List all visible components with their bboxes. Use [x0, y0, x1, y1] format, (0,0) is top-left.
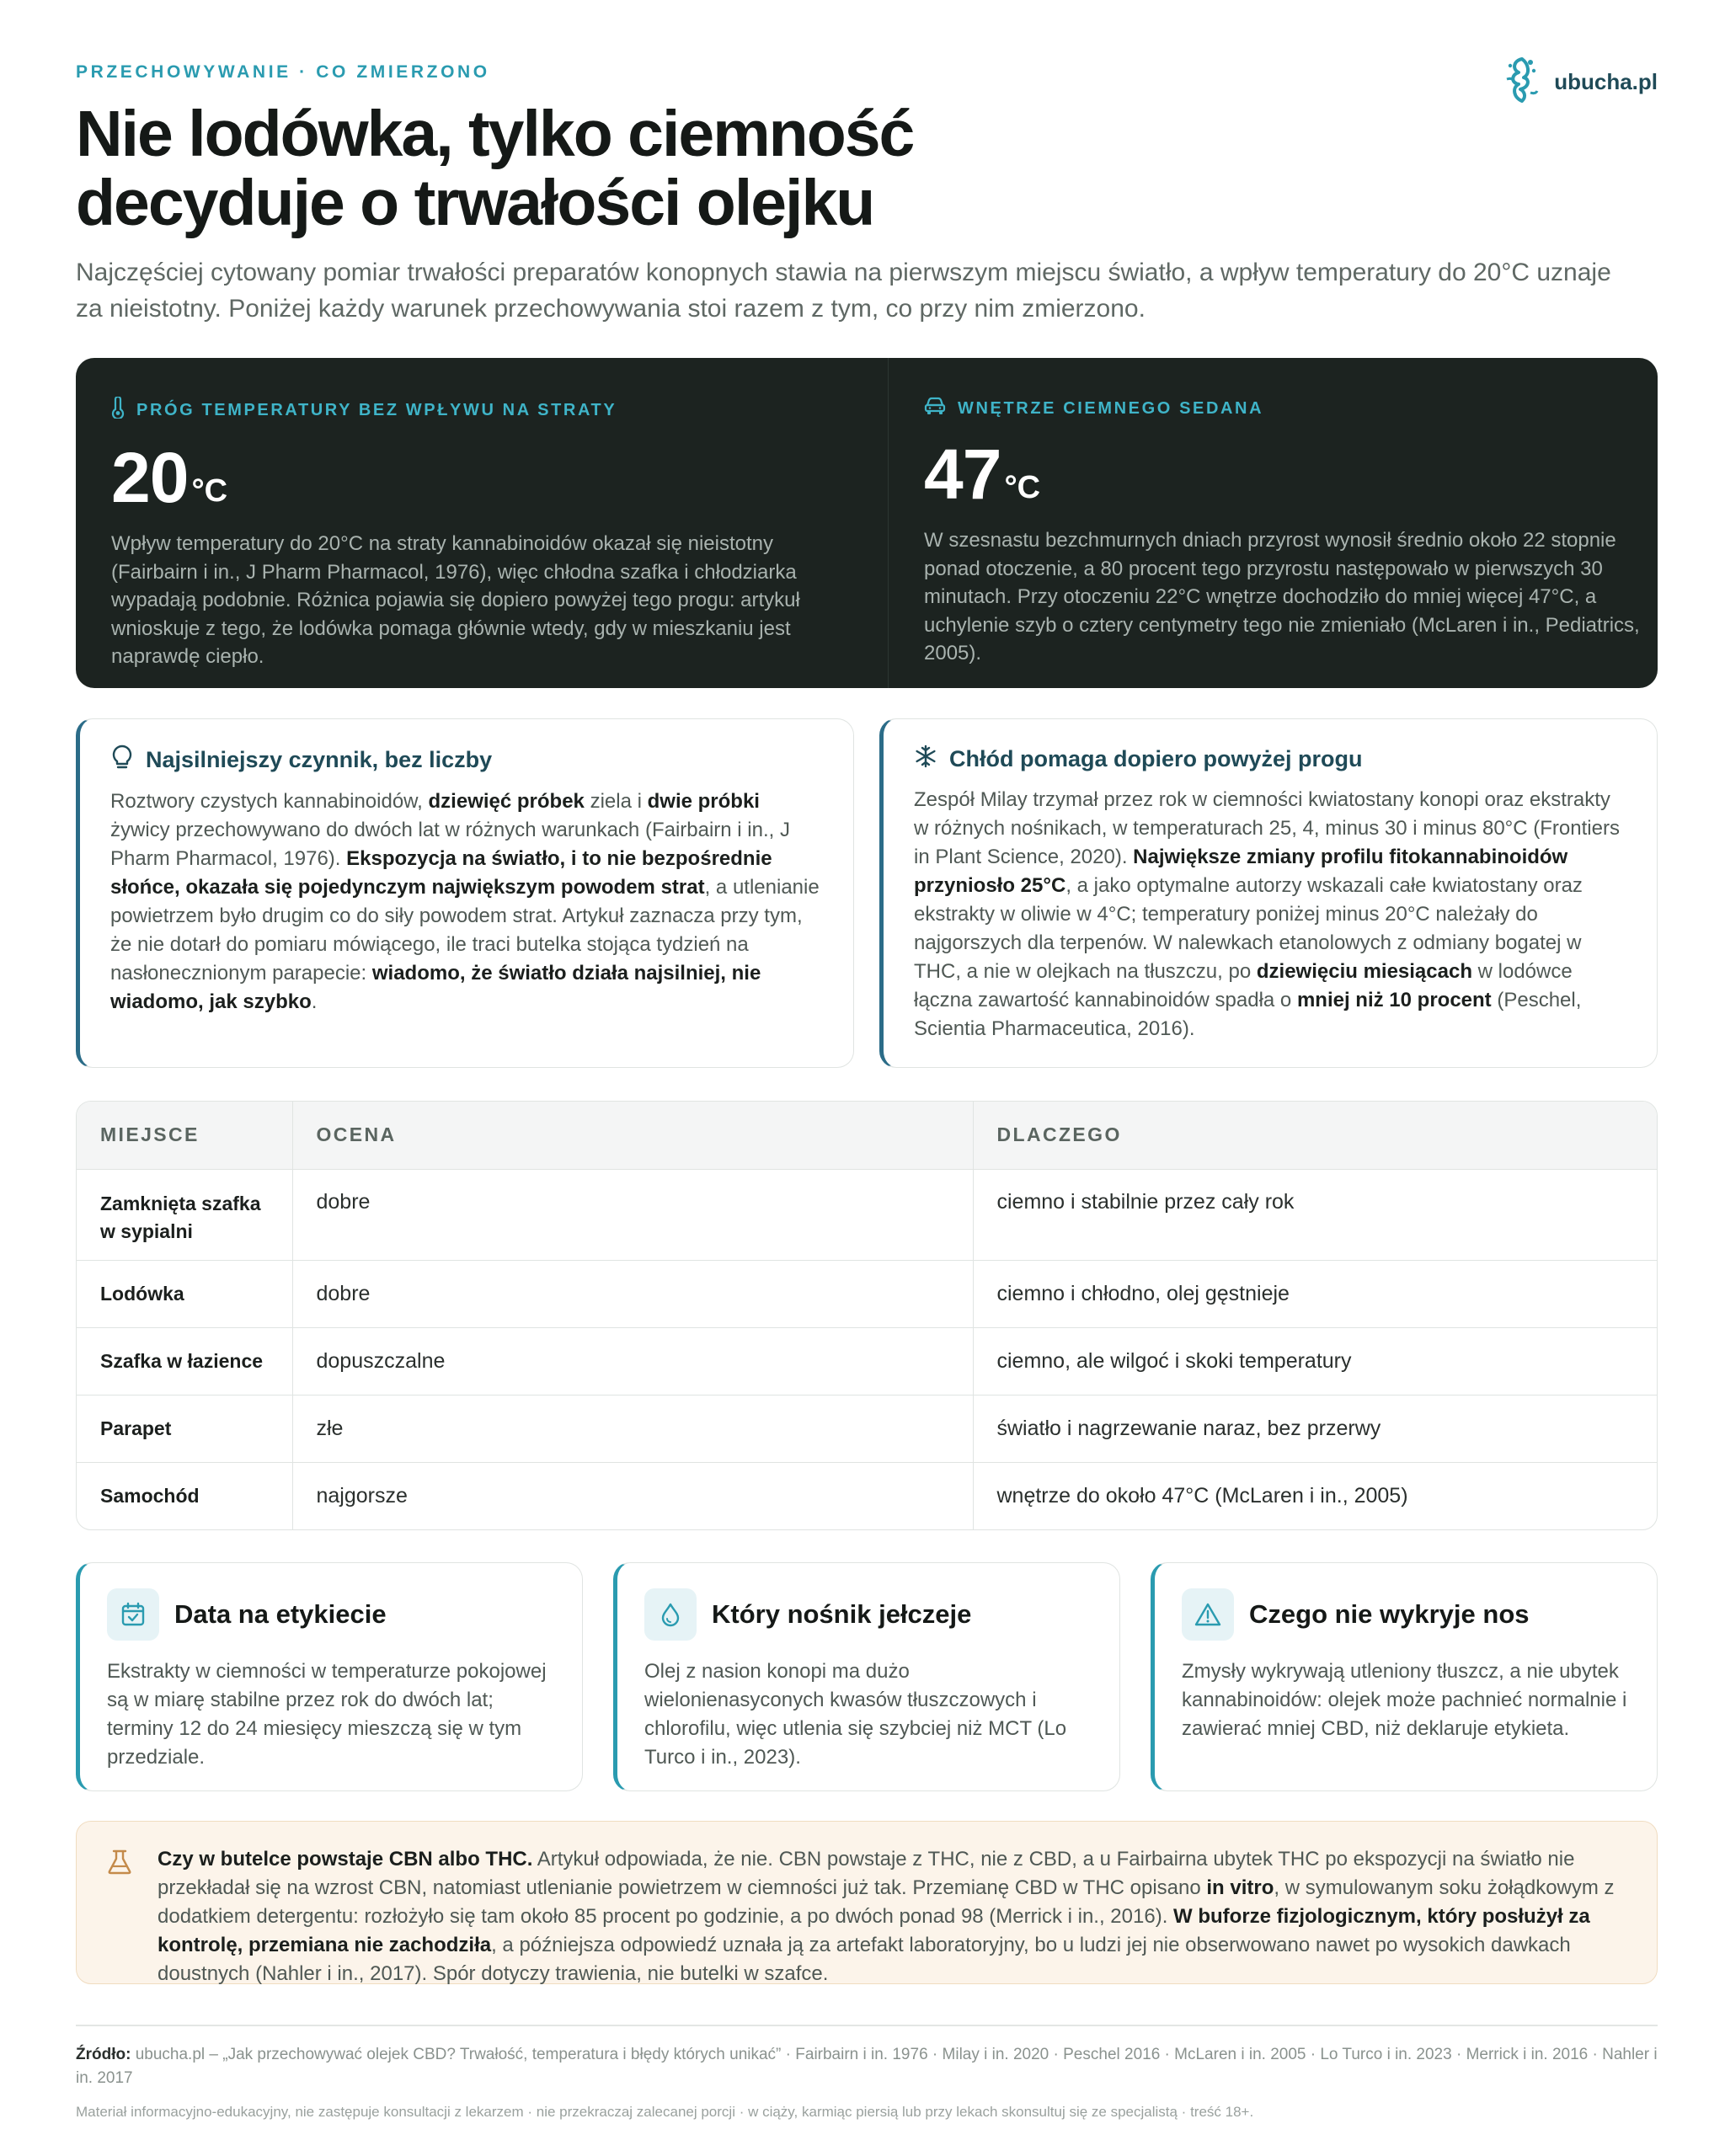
place-cell: Zamknięta szafka w sypialni: [77, 1169, 292, 1260]
column-header: MIEJSCE: [77, 1102, 292, 1169]
stat-label-text: PRÓG TEMPERATURY BEZ WPŁYWU NA STRATY: [136, 400, 617, 419]
text-run: Zespół Milay trzymał przez rok w ciemności kwiatostany konopi oraz ekstrakty w różnych nośnikach, w temperaturach 25, 4, minus 30 i minus 80°C (Frontiers in Plant Science, 2020).: [914, 788, 1620, 868]
stat-temperature-threshold: [76, 358, 888, 688]
stat-number: 20: [111, 438, 189, 517]
card-body: [110, 787, 823, 1017]
page-title: [76, 99, 1087, 237]
title-line-2: decyduje o trwałości olejku: [76, 167, 874, 239]
note-text: [158, 1845, 1621, 1988]
stat-value: [111, 438, 852, 517]
stat-description: W szesnastu bezchmurnych dniach przyrost wynosił średnio około 22 stopnie ponad otoczenie, a 80 procent tego przyrostu następowało w pierwszych 30 minutach. Przy otoczeniu 22°C wnętrze dochodziło do mniej więcej 47°C, a uchylenie szyb o cztery centymetry tego nie zmieniało (McLaren i in., Pediatrics, 2005).: [924, 529, 1640, 664]
text-run: , a utlenianie powietrzem było drugim co do siły powodem strat. Artykuł zaznacza przy tym, że nie dotarł do pomiaru mówiącego, ile traci butelka stojąca tydzień na nasłonecznionym parapecie:: [110, 876, 820, 985]
card-title: [914, 744, 1626, 774]
source-text: ubucha.pl – „Jak przechowywać olejek CBD? Trwałość, temperatura i błędy których unikać” · Fairbairn i in. 1976 · Milay i in. 2020 · Peschel 2016 · McLaren i in. 2005 · Lo Turco i in. 2023 · Merrick i in. 2016 · Nahler i in. 2017: [76, 2046, 1658, 2087]
bold-run: in vitro: [1206, 1876, 1274, 1899]
snowflake-icon: [914, 744, 937, 774]
car-icon: [924, 397, 946, 420]
text-run: .: [311, 990, 318, 1013]
text-run: (Peschel, Scientia Pharmaceutica, 2016).: [914, 989, 1582, 1040]
table-row: [77, 1327, 1657, 1395]
tip-card-head: [107, 1588, 555, 1641]
stat-unit: °C: [1004, 470, 1041, 505]
rating-cell: dobre: [292, 1260, 973, 1327]
table-row: [77, 1395, 1657, 1462]
text-run: , a późniejsza odpowiedź uznała ją za artefakt laboratoryjny, bo u ludzi jej nie obserwowano nawet po wysokich dawkach doustnych (Nahler i in., 2017). Spór dotyczy trawienia, nie butelki w szafce.: [158, 1934, 1571, 1985]
tip-card-head: [644, 1588, 1092, 1641]
stat-label: [111, 397, 852, 424]
place-cell: Parapet: [77, 1395, 292, 1462]
warning-icon: [1182, 1588, 1234, 1641]
tip-title: Który nośnik jełczeje: [712, 1599, 972, 1629]
stat-description: Wpływ temperatury do 20°C na straty kannabinoidów okazał się nieistotny (Fairbairn i in., J Pharm Pharmacol, 1976), więc chłodna szafka i chłodziarka wypadają podobnie. Różnica pojawia się dopiero powyżej tego progu: artykuł wnioskuje z tego, że lodówka pomaga głównie wtedy, gdy w mieszkaniu jest naprawdę ciepło.: [111, 532, 800, 668]
rating-cell: dobre: [292, 1169, 973, 1260]
rating-cell: dopuszczalne: [292, 1327, 973, 1395]
stat-unit: °C: [191, 473, 228, 509]
text-run: żywicy przechowywano do dwóch lat w różnych warunkach (Fairbairn i in., J Pharm Pharmacol, 1976).: [110, 819, 790, 870]
thermometer-icon: [111, 397, 125, 424]
why-cell: wnętrze do około 47°C (McLaren i in., 2005): [996, 1483, 1408, 1508]
bold-run: wiadomo, że światło działa najsilniej, nie wiadomo, jak szybko: [110, 962, 761, 1013]
tip-card-nose: [1151, 1562, 1658, 1791]
bold-run: W buforze fizjologicznym, który posłużył za kontrolę, przemiana nie zachodziła: [158, 1905, 1590, 1956]
lightbulb-icon: [110, 744, 134, 776]
tip-text: Zmysły wykrywają utleniony tłuszcz, a nie ubytek kannabinoidów: olejek może pachnieć normalnie i zawierać mniej CBD, niż deklaruje etykieta.: [1182, 1660, 1627, 1740]
tip-text: Ekstrakty w ciemności w temperaturze pokojowej są w miarę stabilne przez rok do dwóch lat; terminy 12 do 24 miesięcy mieszczą się w tym przedziale.: [107, 1660, 547, 1769]
bold-run: Największe zmiany profilu fitokannabinoidów przyniosło 25°C: [914, 846, 1568, 897]
bold-run: dwie próbki: [647, 790, 760, 813]
title-line-1: Nie lodówka, tylko ciemność: [76, 98, 914, 170]
rating-cell: najgorsze: [292, 1462, 973, 1529]
table-row: [77, 1462, 1657, 1529]
text-run: Artykuł odpowiada, że nie. CBN powstaje z THC, nie z CBD, a u Fairbairna ubytek THC po ekspozycji na światło nie przekładał się na wzrost CBN, natomiast utlenianie powietrzem w ciemności już tak. Przemianę CBD w THC opisano: [158, 1848, 1575, 1899]
why-cell: światło i nagrzewanie naraz, bez przerwy: [973, 1395, 1657, 1462]
tip-card-label-date: [76, 1562, 583, 1791]
text-run: Roztwory czystych kannabinoidów,: [110, 790, 429, 813]
card-title-text: Chłód pomaga dopiero powyżej progu: [949, 746, 1363, 771]
place-cell: Szafka w łazience: [77, 1327, 292, 1395]
stat-car-interior: [888, 358, 1701, 688]
card-title: [110, 744, 823, 776]
why-cell: ciemno i stabilnie przez cały rok: [973, 1169, 1657, 1260]
table-row: [77, 1260, 1657, 1327]
why-cell: ciemno, ale wilgoć i skoki temperatury: [973, 1327, 1657, 1395]
bold-run: mniej niż 10 procent: [1296, 989, 1492, 1011]
stat-label-text: WNĘTRZE CIEMNEGO SEDANA: [958, 398, 1264, 418]
tip-title: Czego nie wykryje nos: [1249, 1599, 1530, 1629]
table-row: [77, 1169, 1657, 1260]
text-run: ziela i: [584, 790, 648, 813]
stat-label: [924, 397, 1665, 420]
logo-icon: [1502, 54, 1542, 110]
cbn-note: [76, 1821, 1658, 1984]
card-title-text: Najsilniejszy czynnik, bez liczby: [146, 747, 493, 772]
why-cell: ciemno i chłodno, olej gęstnieje: [973, 1260, 1657, 1327]
place-cell: Lodówka: [77, 1260, 292, 1327]
tip-card-head: [1182, 1588, 1630, 1641]
table-header-row: [77, 1102, 1657, 1169]
bold-run: dziewięciu miesiącach: [1256, 960, 1472, 983]
column-header: OCENA: [292, 1102, 973, 1169]
source-label: Źródło:: [76, 2046, 131, 2063]
tip-text: Olej z nasion konopi ma dużo wielonienasyconych kwasów tłuszczowych i chlorofilu, więc utlenia się szybciej niż MCT (Lo Turco i in., 2023).: [644, 1660, 1067, 1769]
tip-card-carrier: [613, 1562, 1120, 1791]
stat-value: [924, 435, 1665, 514]
source-line: [76, 2043, 1658, 2090]
stat-number: 47: [924, 435, 1001, 514]
stats-band: [76, 358, 1658, 688]
logo-text: ubucha.pl: [1554, 69, 1658, 94]
tip-title: Data na etykiecie: [174, 1599, 387, 1629]
logo[interactable]: [1502, 54, 1658, 110]
bold-run: dziewięć próbek: [428, 790, 585, 813]
bold-run: Czy w butelce powstaje CBN albo THC.: [158, 1848, 533, 1870]
footer-divider: [76, 2025, 1658, 2026]
column-header: DLACZEGO: [973, 1102, 1657, 1169]
text-run: w lodówce łączna zawartość kannabinoidów spadła o: [914, 960, 1573, 1011]
text-run: , w symulowanym soku żołądkowym z dodatkiem detergentu: rozłożyło się tam około 85 procent po godzinie, a po dwóch ponad 98 (Merrick i in., 2016).: [158, 1876, 1615, 1928]
place-cell: Samochód: [77, 1462, 292, 1529]
card-body: [914, 786, 1626, 1043]
text-run: , a jako optymalne autorzy wskazali całe kwiatostany oraz ekstrakty w oliwie w 4°C; temperatury poniżej minus 20°C należały do najgorszych dla terpenów. W nalewkach etanolowych z odmiany bogatej w THC, a nie w olejkach na tłuszczu, po: [914, 874, 1583, 983]
disclaimer: Materiał informacyjno-edukacyjny, nie zastępuje konsultacji z lekarzem · nie przekraczaj zalecanej porcji · w ciąży, karmiąc piersią lub przy lekach skonsultuj się ze specjalistą · treść 18+.: [76, 2104, 1254, 2120]
calendar-check-icon: [107, 1588, 159, 1641]
rating-cell: złe: [292, 1395, 973, 1462]
card-light-factor: [76, 718, 854, 1068]
droplet-icon: [644, 1588, 697, 1641]
bold-run: Ekspozycja na światło, i to nie bezpośrednie słońce, okazała się pojedynczym największym powodem strat: [110, 847, 772, 899]
lead-paragraph: Najczęściej cytowany pomiar trwałości preparatów konopnych stawia na pierwszym miejscu światło, a wpływ temperatury do 20°C uznaje za nieistotny. Poniżej każdy warunek przechowywania stoi razem z tym, co przy nim zmierzono.: [76, 259, 1611, 323]
flask-icon: [107, 1849, 132, 1880]
card-cold-threshold: [879, 718, 1658, 1068]
eyebrow: PRZECHOWYWANIE · CO ZMIERZONO: [76, 62, 490, 82]
storage-table: [76, 1101, 1658, 1530]
